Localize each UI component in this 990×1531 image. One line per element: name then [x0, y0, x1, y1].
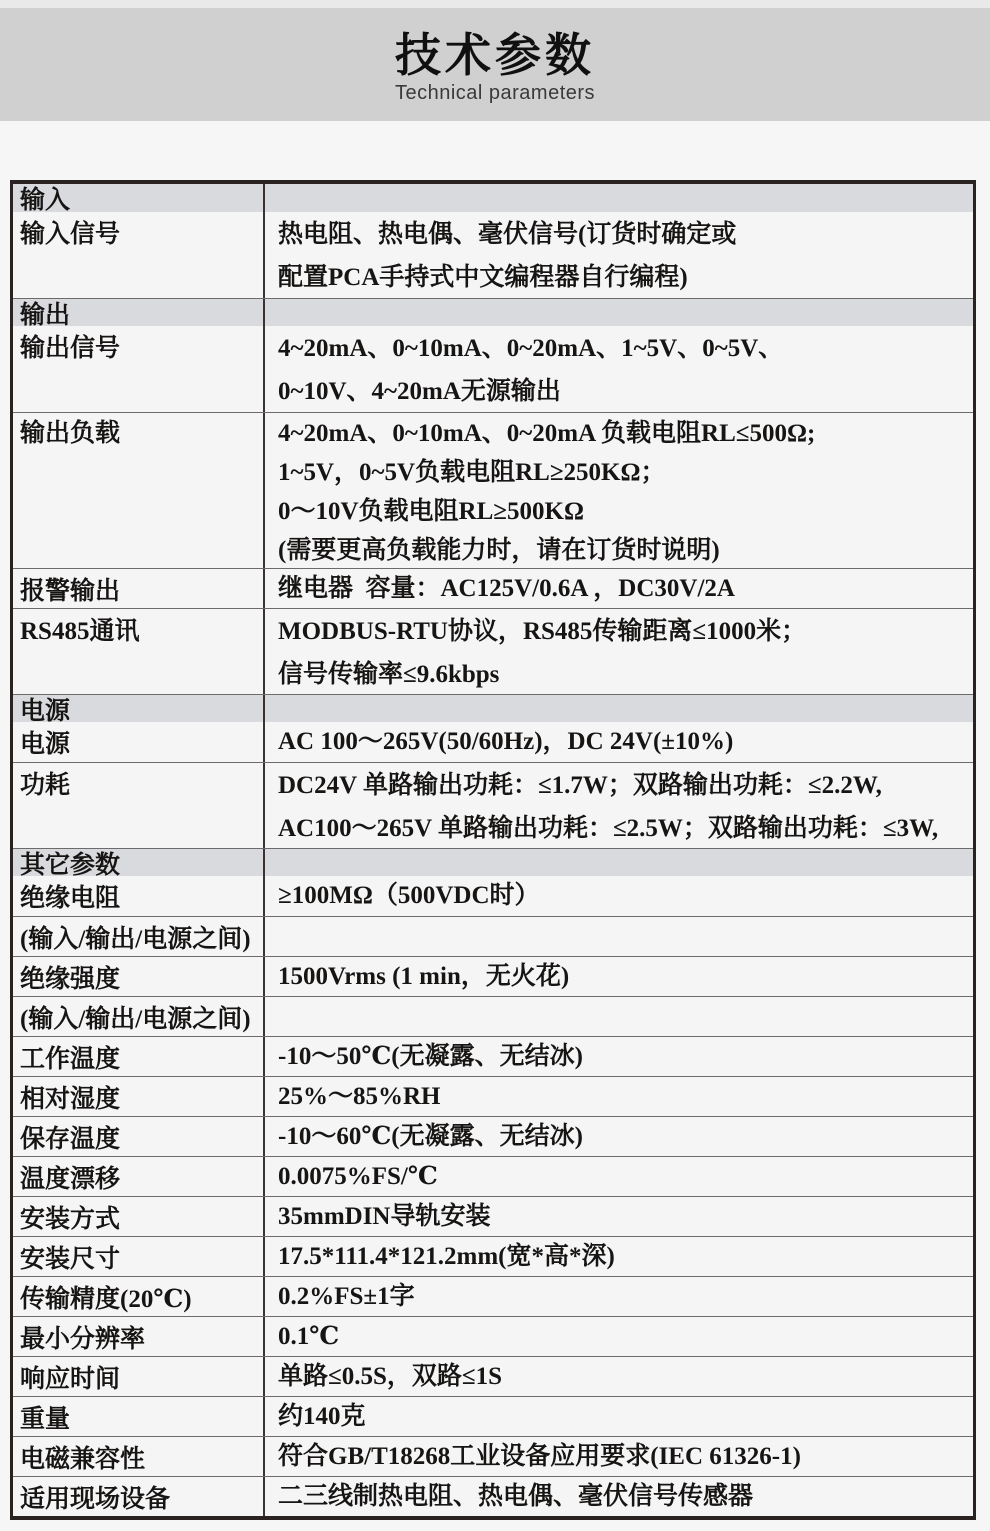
spec-value [265, 997, 973, 1036]
spec-row [13, 1236, 973, 1276]
spec-label: 绝缘强度 [13, 957, 265, 996]
spec-row [13, 1356, 973, 1396]
spec-value-line: -10～60℃(无凝露、无结冰) [278, 1122, 583, 1150]
spec-table [10, 180, 976, 1520]
spec-value [265, 1077, 973, 1116]
spec-value [265, 413, 973, 568]
spec-value-line: 17.5*111.4*121.2mm(宽*高*深) [278, 1242, 615, 1270]
spec-value [265, 1357, 973, 1396]
spec-section-row [13, 184, 973, 212]
spec-value [265, 184, 973, 212]
spec-row [13, 1036, 973, 1076]
spec-row [13, 956, 973, 996]
spec-value-line: 4~20mA、0~10mA、0~20mA 负载电阻RL≤500Ω; [278, 420, 816, 447]
spec-value [265, 1277, 973, 1316]
spec-label: 电源 [13, 722, 265, 762]
spec-value [265, 722, 973, 762]
spec-label: RS485通讯 [13, 609, 265, 694]
spec-label: 工作温度 [13, 1037, 265, 1076]
spec-value [265, 876, 973, 916]
spec-row [13, 212, 973, 298]
spec-value [265, 1117, 973, 1156]
spec-value-line: 信号传输率≤9.6kbps [278, 661, 500, 688]
spec-value [265, 1397, 973, 1436]
spec-value-line: 0.1℃ [278, 1322, 340, 1350]
spec-label: (输入/输出/电源之间) [13, 917, 265, 956]
spec-label: 绝缘电阻 [13, 876, 265, 916]
spec-label: 适用现场设备 [13, 1477, 265, 1516]
spec-row [13, 412, 973, 568]
page-title: 技术参数 [395, 29, 595, 81]
spec-label: 输入 [13, 184, 265, 212]
spec-row [13, 568, 973, 608]
spec-value-line: 热电阻、热电偶、毫伏信号(订货时确定或 [278, 221, 737, 248]
spec-value [265, 849, 973, 876]
spec-value-line: 配置PCA手持式中文编程器自行编程) [278, 264, 688, 291]
spec-row [13, 1396, 973, 1436]
spec-value [265, 917, 973, 956]
spec-value-line: 符合GB/T18268工业设备应用要求(IEC 61326-1) [278, 1442, 801, 1470]
spec-row [13, 1116, 973, 1156]
spec-value-line: 0～10V负载电阻RL≥500KΩ [278, 498, 584, 525]
spec-value-line: 约140克 [278, 1402, 366, 1430]
spec-row [13, 1436, 973, 1476]
spec-value [265, 695, 973, 722]
spec-row [13, 722, 973, 762]
spec-value-line: AC100～265V 单路输出功耗：≤2.5W；双路输出功耗：≤3W, [278, 815, 939, 842]
spec-label: 保存温度 [13, 1117, 265, 1156]
spec-value [265, 609, 973, 694]
spec-value-line: AC 100～265V(50/60Hz)，DC 24V(±10%) [278, 728, 734, 755]
spec-row [13, 1476, 973, 1516]
spec-label: 安装尺寸 [13, 1237, 265, 1276]
spec-row [13, 326, 973, 412]
spec-value-line: 1500Vrms (1 min，无火花) [278, 962, 570, 990]
spec-value-line: 35mmDIN导轨安装 [278, 1202, 491, 1230]
spec-value-line: 继电器 容量：AC125V/0.6A ，DC30V/2A [278, 574, 735, 602]
spec-section-row [13, 694, 973, 722]
spec-section-row [13, 848, 973, 876]
spec-label: 输出负载 [13, 413, 265, 568]
spec-label: 响应时间 [13, 1357, 265, 1396]
spec-label: 最小分辨率 [13, 1317, 265, 1356]
spec-value-line: -10～50℃(无凝露、无结冰) [278, 1042, 583, 1070]
spec-row [13, 1156, 973, 1196]
spec-value-line: (需要更高负载能力时，请在订货时说明) [278, 537, 720, 564]
spec-value-line: 0.2%FS±1字 [278, 1282, 415, 1310]
spec-row [13, 1196, 973, 1236]
spec-label: 功耗 [13, 763, 265, 848]
spec-value [265, 957, 973, 996]
spec-label: 重量 [13, 1397, 265, 1436]
spec-value [265, 1037, 973, 1076]
spec-row [13, 996, 973, 1036]
spec-label: 传输精度(20℃) [13, 1277, 265, 1316]
spec-label: 输入信号 [13, 212, 265, 298]
spec-value [265, 569, 973, 608]
spec-value-line: 0.0075%FS/℃ [278, 1162, 438, 1190]
spec-label: 电源 [13, 695, 265, 722]
spec-row [13, 1276, 973, 1316]
top-strip [0, 0, 990, 8]
spec-row [13, 916, 973, 956]
spec-value [265, 1157, 973, 1196]
spec-label: 温度漂移 [13, 1157, 265, 1196]
spec-value [265, 326, 973, 412]
spec-label: 安装方式 [13, 1197, 265, 1236]
spec-label: 报警输出 [13, 569, 265, 608]
spec-row [13, 1316, 973, 1356]
spec-label: 相对湿度 [13, 1077, 265, 1116]
spec-value [265, 1197, 973, 1236]
page-subtitle: Technical parameters [394, 82, 596, 104]
spec-value [265, 1317, 973, 1356]
spec-value [265, 1477, 973, 1516]
spec-value-line: 1~5V，0~5V负载电阻RL≥250KΩ； [278, 459, 666, 486]
spec-value-line: 4~20mA、0~10mA、0~20mA、1~5V、0~5V、 [278, 335, 784, 362]
spec-value [265, 299, 973, 326]
spec-label: 输出信号 [13, 326, 265, 412]
spec-value-line: 单路≤0.5S，双路≤1S [278, 1362, 502, 1390]
spec-value-line: 25%～85%RH [278, 1082, 441, 1110]
title-banner [0, 8, 990, 121]
spec-label: (输入/输出/电源之间) [13, 997, 265, 1036]
spec-value [265, 1237, 973, 1276]
spec-value-line: MODBUS-RTU协议，RS485传输距离≤1000米； [278, 618, 807, 645]
spec-value [265, 763, 973, 848]
spec-row [13, 608, 973, 694]
spec-row [13, 1076, 973, 1116]
spec-value-line: 二三线制热电阻、热电偶、毫伏信号传感器 [278, 1482, 754, 1510]
spec-value-line: 0~10V、4~20mA无源输出 [278, 378, 561, 405]
spec-section-row [13, 298, 973, 326]
spec-label: 其它参数 [13, 849, 265, 876]
spec-value-line: ≥100MΩ（500VDC时） [278, 882, 540, 909]
spec-value [265, 1437, 973, 1476]
spec-label: 输出 [13, 299, 265, 326]
spec-row [13, 762, 973, 848]
spec-label: 电磁兼容性 [13, 1437, 265, 1476]
spec-value-line: DC24V 单路输出功耗：≤1.7W；双路输出功耗：≤2.2W, [278, 772, 882, 799]
spec-row [13, 876, 973, 916]
spec-value [265, 212, 973, 298]
